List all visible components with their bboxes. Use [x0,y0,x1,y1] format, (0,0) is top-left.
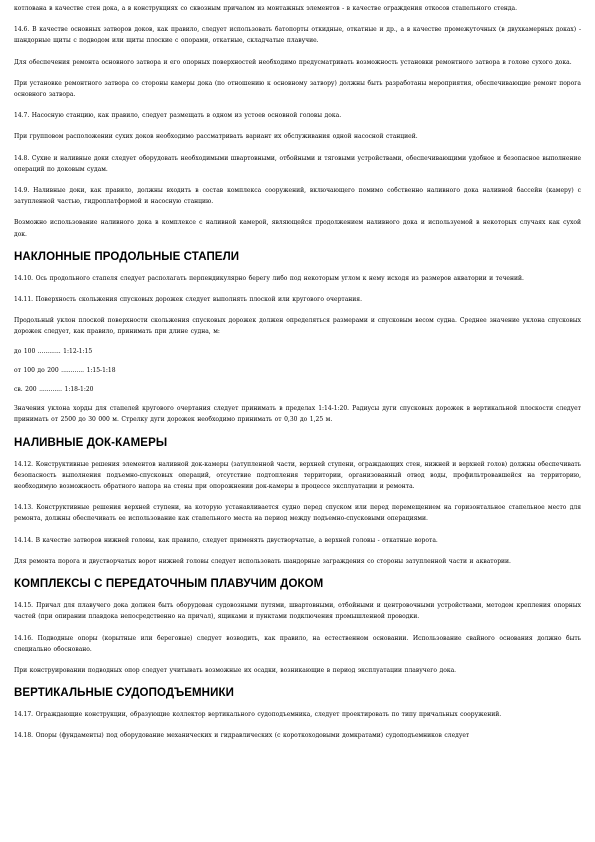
paragraph: 14.10. Ось продольного стапеля следует располагать перпендикулярно берегу либо под некоторым углом к нему исходя из размеров акватории и течений. [14,274,524,282]
paragraph: до 100 ............ 1:12-1:15 [14,347,93,355]
section-heading: НАКЛОННЫЕ ПРОДОЛЬНЫЕ СТАПЕЛИ [14,250,240,263]
paragraph: При установке ремонтного затвора со стороны камеры дока (по отношению к основному затвору) должны быть разработаны мероприятия, обеспечивающие ремонт порога основного затвора. [14,79,581,99]
paragraph: 14.18. Опоры (фундаменты) под оборудование механических и гидравлических (с короткоходовыми домкратами) судоподъемников следует [14,732,470,740]
paragraph: 14.12. Конструктивные решения элементов наливной док-камеры (затупленной части, верхней ступени, ограждающих стен, нижней и верхней голов) должны обеспечивать безопасность выполнения подъемно-спусковых операций, отсутствие подтопления территории, организованный отвод воды, профильтровавшейся на территорию, необходимую возможность обратного напора на стены при опорожнении док-камеры в процессе эксплуатации и ремонта. [14,460,581,491]
section-heading: КОМПЛЕКСЫ С ПЕРЕДАТОЧНЫМ ПЛАВУЧИМ ДОКОМ [14,578,324,591]
paragraph: 14.11. Поверхность скольжения спусковых дорожек следует выполнять плоской или кругового очертания. [14,296,362,304]
paragraph: 14.8. Сухие и наливные доки следует оборудовать необходимыми швартовными, отбойными и тяговыми устройствами, обеспечивающими удобное и безопасное выполнение операций по доковым судам. [14,154,581,173]
paragraph: от 100 до 200 ............ 1:15-1:18 [14,366,116,374]
section-heading: ВЕРТИКАЛЬНЫЕ СУДОПОДЪЕМНИКИ [14,687,234,700]
section-heading: НАЛИВНЫЕ ДОК-КАМЕРЫ [14,436,168,449]
paragraph: Значения уклона хорды для стапелей кругового очертания следует принимать в пределах 1:14-1:20. Радиусы дуги спусковых дорожек в вертикальной плоскости следует принимать от 2500 до 30 000 м. Стрелку дуги дорожек необходимо принимать от 0,30 до 1,25 м. [14,405,581,424]
paragraph: котлована в качестве стен дока, а в конструкциях со сквозным причалом из монтажных элементов - в качестве ограждения откосов стапельного стенда. [14,5,518,12]
paragraph: 14.17. Ограждающие конструкции, образующие коллектор вертикального судоподъемника, следует проектировать по типу причальных сооружений. [14,711,502,719]
paragraph: 14.14. В качестве затворов нижней головы, как правило, следует применять двустворчатые, а верхней головы - откатные ворота. [14,536,438,544]
paragraph: Возможно использование наливного дока в комплексе с наливной камерой, являющейся продолжением наливного дока и используемой в некоторых случаях как сухой док. [14,219,581,238]
paragraph: Продольный уклон плоской поверхности скольжения спусковых дорожек должен определяться размерами и спусковым весом судна. Среднее значение уклона спусковых дорожек следует, как правило, принимать при длине судна, м: [14,317,581,336]
paragraph: Для ремонта порога и двустворчатых ворот нижней головы следует использовать шандорные заграждения со стороны затупленной части и акватории. [14,557,511,565]
paragraph: 14.16. Подводные опоры (корытные или береговые) следует возводить, как правило, на естественном основании. Использование свайного основания должно быть специально обосновано. [14,634,581,653]
paragraph: Для обеспечения ремонта основного затвора и его опорных поверхностей необходимо предусматривать возможность установки ремонтного затвора в голове сухого дока. [14,58,572,66]
paragraph: 14.9. Наливные доки, как правило, должны входить в состав комплекса сооружений, включающего помимо собственно наливного дока наливной бассейн (камеру) с затупленной частью, гидроплатформой и насосную станцию. [14,187,581,206]
paragraph: 14.7. Насосную станцию, как правило, следует размещать в одном из устоев основной головы дока. [14,112,342,120]
paragraph: При конструировании подводных опор следует учитывать возможные их осадки, возникающие в период эксплуатации плавучего дока. [14,666,457,674]
paragraph: При групповом расположении сухих доков необходимо рассматривать вариант их обслуживания одной насосной станцией. [14,133,418,141]
paragraph: 14.6. В качестве основных затворов доков, как правило, следует использовать батопорты откидные, откатные и др., а в качестве промежуточных (в двухкамерных доках) - шандорные щиты с подводом или щиты плоские с опорами, откатные, складчатые плавучие. [14,26,581,45]
paragraph: 14.13. Конструктивные решения верхней ступени, на которую устанавливается судно перед спуском или перед перемещением на горизонтальное стапельное место для ремонта, должны обеспечивать ее использование как стапельного места на период между подъемно-спусковыми операциями. [14,504,581,523]
paragraph: св. 200 ............ 1:18-1:20 [14,386,94,394]
paragraph: 14.15. Причал для плавучего дока должен быть оборудован судовозными путями, швартовными, отбойными и центровочными устройствами, методом крепления опорных частей (при опирании плавдока непосредственно на причал), ящиками и пунктами подключения промышленной проводки. [14,602,581,621]
